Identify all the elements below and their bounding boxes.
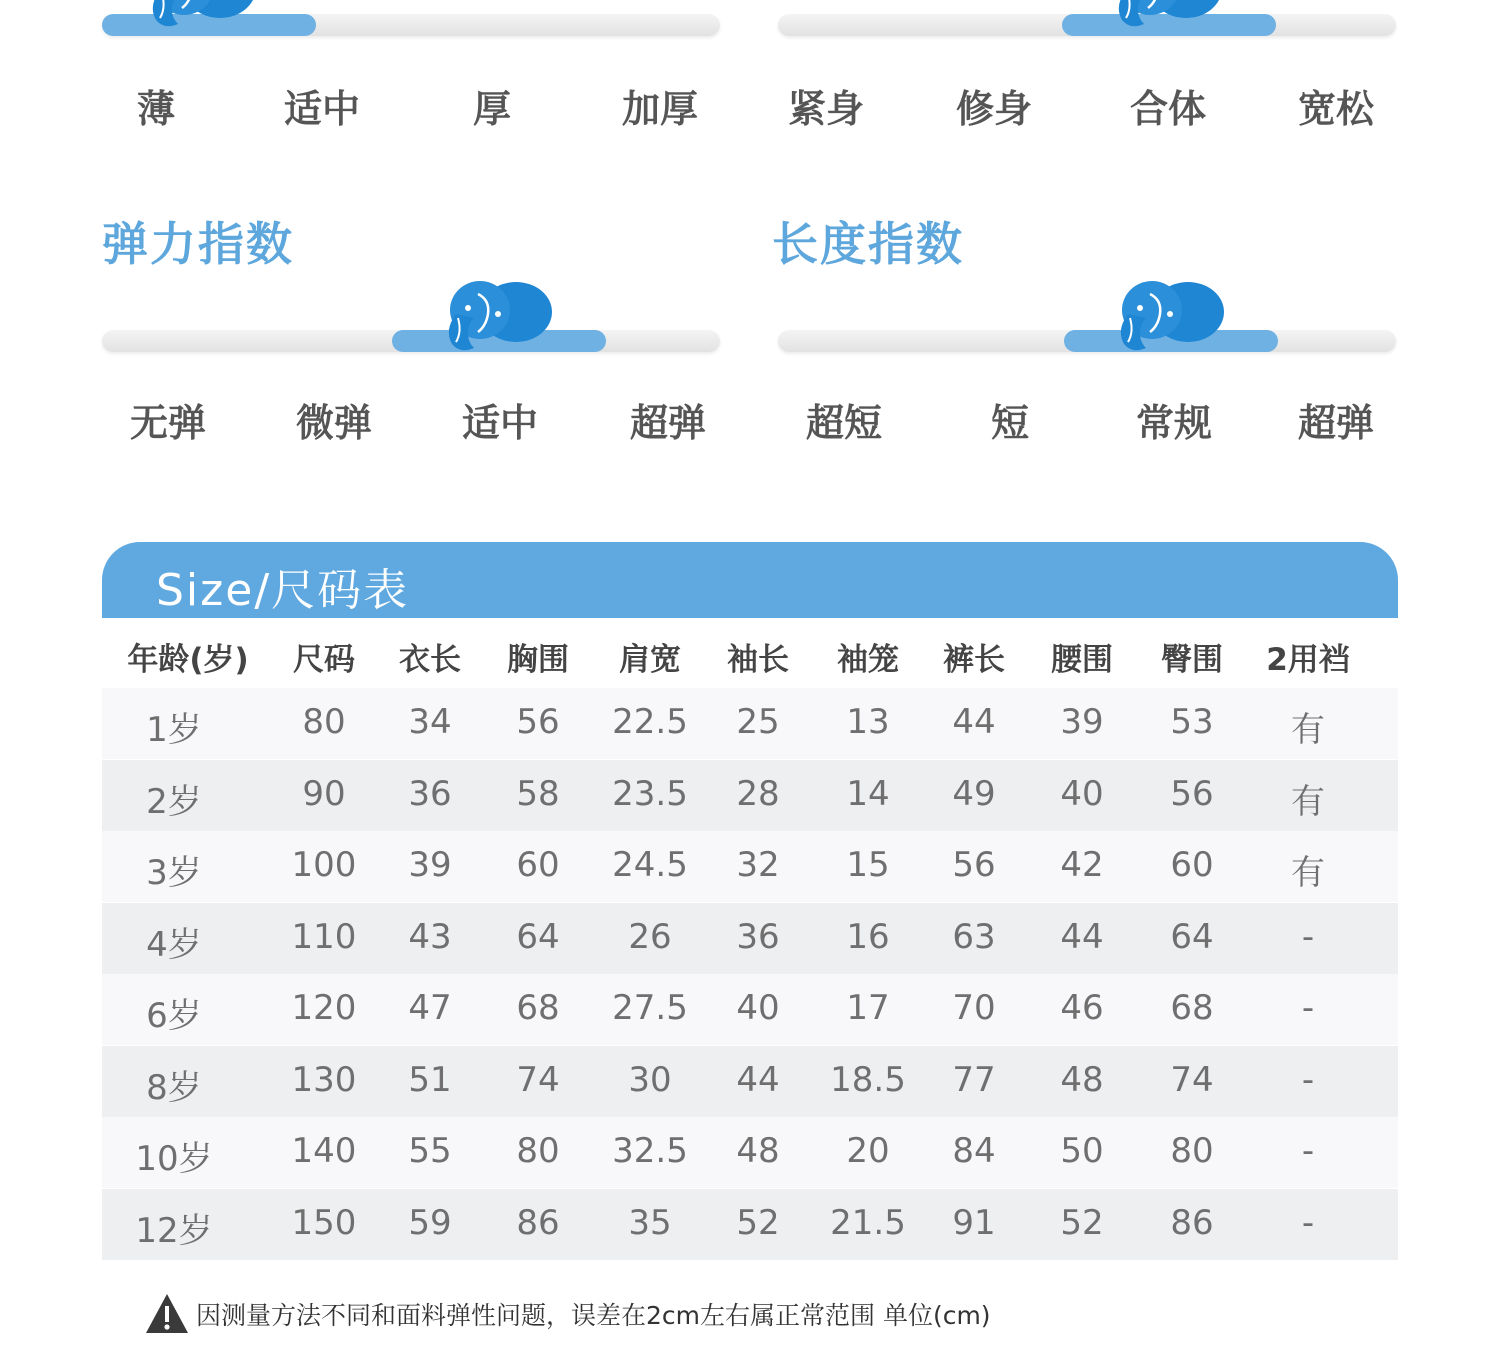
warning-icon [144,1292,190,1336]
table-row [102,1189,1398,1260]
table-cell: 48 [736,1131,780,1171]
table-cell: 51 [408,1059,452,1100]
table-cell: - [1301,988,1315,1028]
elasticity-index [102,208,722,448]
size-table [102,542,1398,1266]
note-text: 因测量方法不同和面料弹性问题，误差在2cm左右属正常范围 单位(cm) [196,1301,991,1330]
table-cell: 55 [408,1131,452,1171]
table-cell: 91 [952,1202,996,1243]
length-slider-track [778,330,1396,352]
length-index [772,208,1398,448]
table-cell: 40 [736,988,780,1028]
table-cell: 2岁 [146,781,202,822]
table-row [102,1117,1398,1188]
table-cell: 130 [291,1059,357,1100]
length-label-3: 常规 [1135,401,1213,445]
table-cell: 30 [628,1059,672,1100]
elasticity-label-1: 无弹 [129,401,207,445]
table-cell: 59 [408,1202,452,1243]
table-cell: 68 [516,988,560,1028]
table-cell: 39 [408,845,452,885]
table-cell: 有 [1291,781,1325,822]
col-sleeve-header: 袖长 [727,642,789,678]
col-age-header: 年龄(岁) [127,642,249,678]
table-cell: 23.5 [612,773,688,814]
table-cell: 44 [736,1059,780,1100]
size-table-column-row [102,618,1398,688]
table-cell: 36 [736,916,780,957]
elephant-icon [1108,0,1228,34]
thickness-label-1: 薄 [136,87,176,131]
col-crotch-header: 2用裆 [1266,642,1350,678]
fit-label-3: 合体 [1129,87,1207,131]
table-cell: 150 [291,1202,357,1243]
col-armhole-header: 袖笼 [837,642,899,678]
table-cell: - [1301,1202,1315,1243]
col-pants-length-header: 裤长 [943,642,1005,678]
table-cell: 26 [628,916,672,957]
table-cell: 110 [291,916,357,957]
table-cell: 27.5 [612,988,688,1028]
length-scale-labels [778,392,1396,445]
table-cell: 22.5 [612,702,688,742]
measurement-note [144,1292,991,1336]
table-cell: 44 [952,702,996,742]
table-cell: - [1301,1131,1315,1171]
table-cell: 16 [846,916,890,957]
table-cell: 17 [846,988,890,1028]
elephant-icon [142,0,262,34]
table-cell: 64 [516,916,560,957]
table-row [102,903,1398,974]
table-row [102,831,1398,902]
table-row [102,688,1398,759]
table-cell: 15 [846,845,890,885]
table-cell: 84 [952,1131,996,1171]
table-cell: 50 [1060,1131,1104,1171]
table-cell: 52 [1060,1202,1104,1243]
thickness-label-4: 加厚 [621,87,699,131]
table-row [102,1046,1398,1117]
table-cell: 74 [1170,1059,1214,1100]
table-cell: 14 [846,773,890,814]
elephant-icon [438,274,558,358]
thickness-label-3: 厚 [472,87,512,131]
table-cell: - [1301,916,1315,957]
elasticity-title: 弹力指数 [102,217,294,271]
table-cell: 32.5 [612,1131,688,1171]
table-cell: 80 [1170,1131,1214,1171]
table-cell: 20 [846,1131,890,1171]
size-table-title: Size/尺码表 [156,565,410,616]
col-length-header: 衣长 [399,642,461,678]
table-cell: 13 [846,702,890,742]
table-cell: 25 [736,702,780,742]
table-cell: 43 [408,916,452,957]
thickness-label-2: 适中 [283,87,361,131]
elasticity-label-3: 适中 [461,401,539,445]
table-cell: 28 [736,773,780,814]
table-cell: 12岁 [135,1210,213,1251]
table-cell: 42 [1060,845,1104,885]
table-cell: 21.5 [830,1202,906,1243]
table-cell: 53 [1170,702,1214,742]
table-cell: 52 [736,1202,780,1243]
table-cell: 80 [302,702,346,742]
table-row [102,760,1398,831]
table-cell: 56 [516,702,560,742]
size-table-header [102,542,1398,618]
table-cell: 6岁 [146,996,202,1036]
table-cell: 60 [1170,845,1214,885]
table-cell: 40 [1060,773,1104,814]
table-cell: 60 [516,845,560,885]
table-cell: - [1301,1059,1315,1100]
elasticity-label-4: 超弹 [629,401,707,445]
table-cell: 3岁 [146,853,202,893]
table-cell: 1岁 [146,710,202,750]
elephant-icon [1110,274,1230,358]
length-label-1: 超短 [805,401,883,445]
table-cell: 90 [302,773,346,814]
table-cell: 有 [1291,710,1325,750]
table-cell: 24.5 [612,845,688,885]
col-size-header: 尺码 [293,642,355,678]
fit-scale-labels [778,78,1396,131]
table-cell: 44 [1060,916,1104,957]
thickness-scale-labels [102,78,720,131]
fit-index [778,0,1398,140]
col-chest-header: 胸围 [507,642,569,678]
table-cell: 77 [952,1059,996,1100]
table-cell: 63 [952,916,996,957]
fit-slider-track [778,14,1396,36]
fit-label-4: 宽松 [1297,87,1375,131]
table-cell: 有 [1291,853,1325,893]
table-cell: 64 [1170,916,1214,957]
table-cell: 120 [291,988,357,1028]
elasticity-scale-labels [102,392,720,445]
table-cell: 56 [1170,773,1214,814]
table-cell: 68 [1170,988,1214,1028]
table-cell: 39 [1060,702,1104,742]
table-cell: 100 [291,845,357,885]
fit-label-2: 修身 [955,87,1033,131]
col-shoulder-header: 肩宽 [619,642,681,678]
col-hip-header: 臀围 [1161,642,1223,678]
table-cell: 70 [952,988,996,1028]
table-row [102,974,1398,1045]
table-cell: 36 [408,773,452,814]
table-cell: 8岁 [146,1067,202,1108]
table-cell: 34 [408,702,452,742]
table-cell: 46 [1060,988,1104,1028]
table-cell: 48 [1060,1059,1104,1100]
table-cell: 56 [952,845,996,885]
table-cell: 32 [736,845,780,885]
table-cell: 49 [952,773,996,814]
table-cell: 80 [516,1131,560,1171]
length-label-4: 超弹 [1297,401,1375,445]
table-cell: 35 [628,1202,672,1243]
length-title: 长度指数 [772,217,964,271]
table-cell: 47 [408,988,452,1028]
table-cell: 86 [1170,1202,1214,1243]
thickness-index [102,0,722,140]
fit-label-1: 紧身 [787,87,865,131]
table-cell: 58 [516,773,560,814]
table-cell: 74 [516,1059,560,1100]
table-cell: 10岁 [135,1139,213,1179]
elasticity-slider-track [102,330,720,352]
table-cell: 4岁 [146,924,202,965]
col-waist-header: 腰围 [1051,642,1113,678]
table-cell: 86 [516,1202,560,1243]
elasticity-label-2: 微弹 [295,401,373,445]
table-cell: 140 [291,1131,357,1171]
length-label-2: 短 [990,401,1030,445]
table-cell: 18.5 [830,1059,906,1100]
